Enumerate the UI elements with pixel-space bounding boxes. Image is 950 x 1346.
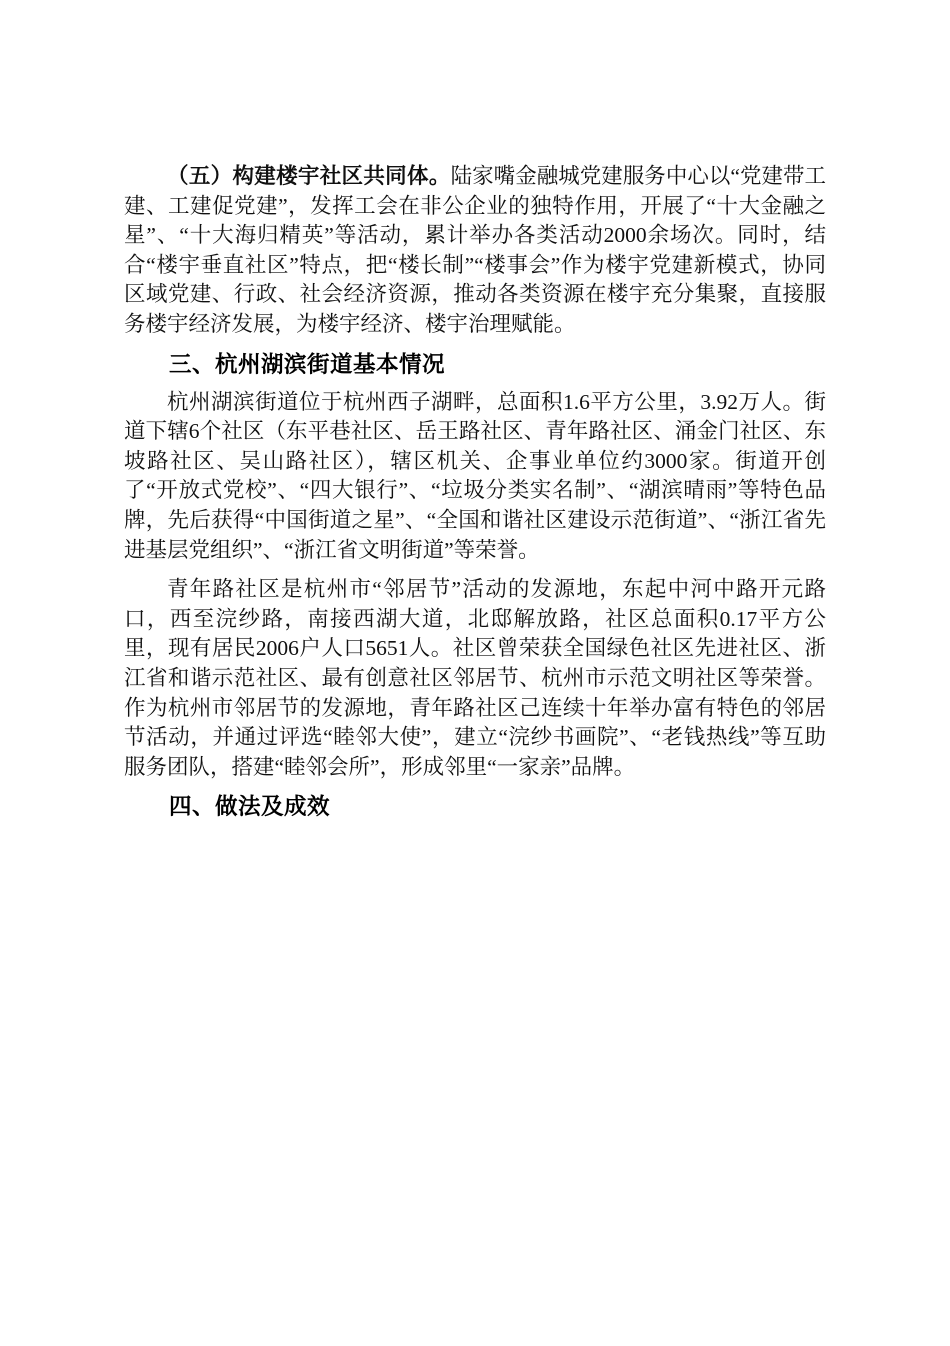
paragraph-building-community [124, 162, 826, 340]
document-body [124, 162, 826, 822]
paragraph-hubin-street-overview: 杭州湖滨街道位于杭州西子湖畔，总面积1.6平方公里，3.92万人。街道下辖6个社区（东平巷社区、岳王路社区、青年路社区、涌金门社区、东坡路社区、吴山路社区），辖区机关、企事业单位约3000家。街道开创了“开放式党校”、“四大银行”、“垃圾分类实名制”、“湖滨晴雨”等特色品牌，先后获得“中国街道之星”、“全国和谐社区建设示范街道”、“浙江省先进基层党组织”、“浙江省文明街道”等荣誉。 [124, 389, 826, 562]
paragraph-qingnianlu-community: 青年路社区是杭州市“邻居节”活动的发源地，东起中河中路开元路口，西至浣纱路，南接西湖大道，北邸解放路，社区总面积0.17平方公里，现有居民2006户人口5651人。社区曾荣获全国绿色社区先进社区、浙江省和谐示范社区、最有创意社区邻居节、杭州市示范文明社区等荣誉。作为杭州市邻居节的发源地，青年路社区己连续十年举办富有特色的邻居节活动，并通过评选“睦邻大使”，建立“浣纱书画院”、“老钱热线”等互助服务团队，搭建“睦邻会所”，形成邻里“一家亲”品牌。 [124, 577, 826, 779]
spacer [124, 340, 826, 349]
section-heading-three: 三、杭州湖滨街道基本情况 [169, 351, 446, 377]
spacer [124, 782, 826, 791]
spacer [124, 380, 826, 388]
paragraph-text: 陆家嘴金融城党建服务中心以“党建带工建、工建促党建”，发挥工会在非公企业的独特作用，开展了“十大金融之星”、“十大海归精英”等活动，累计举办各类活动2000余场次。同时，结合“楼宇垂直社区”特点，把“楼长制”“楼事会”作为楼宇党建新模式，协同区域党建、行政、社会经济资源，推动各类资源在楼宇充分集聚，直接服务楼宇经济发展，为楼宇经济、楼宇治理赋能。 [124, 164, 826, 336]
section-heading-four: 四、做法及成效 [169, 794, 331, 820]
spacer [124, 565, 826, 575]
paragraph-bold-lead: （五）构建楼宇社区共同体。 [167, 164, 451, 188]
